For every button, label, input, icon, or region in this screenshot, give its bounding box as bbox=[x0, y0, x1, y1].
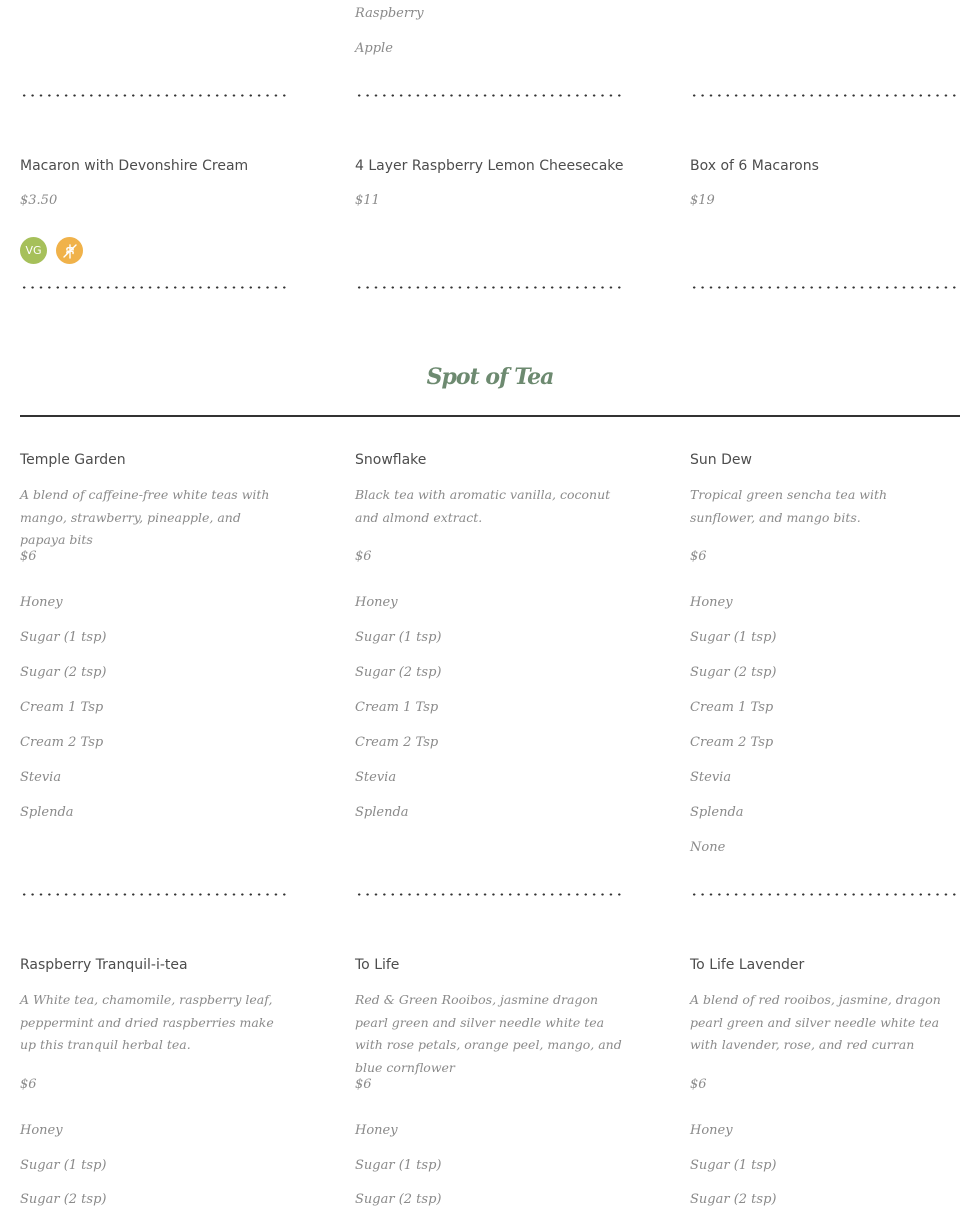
option-sugar-2[interactable]: Sugar (2 tsp) bbox=[355, 665, 442, 680]
tea-description: A White tea, chamomile, raspberry leaf, peppermint and dried raspberries make up this tranquil herbal tea. bbox=[20, 992, 274, 1052]
tea-name-snowflake[interactable]: Snowflake bbox=[355, 452, 427, 468]
tea-price: $6 bbox=[20, 549, 37, 564]
option-stevia[interactable]: Stevia bbox=[690, 770, 732, 785]
option-none[interactable]: None bbox=[690, 840, 726, 855]
option-sugar-2[interactable]: Sugar (2 tsp) bbox=[690, 665, 777, 680]
option-sugar-2[interactable]: Sugar (2 tsp) bbox=[355, 1192, 442, 1207]
item-name-macaron[interactable]: Macaron with Devonshire Cream bbox=[20, 158, 249, 174]
option-honey[interactable]: Honey bbox=[20, 595, 63, 610]
option-honey[interactable]: Honey bbox=[20, 1123, 63, 1138]
tea-description: Tropical green sencha tea with sunflower, and mango bits. bbox=[690, 487, 888, 525]
option-sugar-2[interactable]: Sugar (2 tsp) bbox=[20, 665, 107, 680]
tea-name-raspberry-tranquil[interactable]: Raspberry Tranquil-i-tea bbox=[20, 957, 188, 973]
dotted-divider bbox=[20, 94, 290, 97]
section-rule bbox=[20, 415, 960, 417]
tea-description: A blend of red rooibos, jasmine, dragon pearl green and silver needle white tea with lavender, rose, and red curran bbox=[690, 992, 941, 1052]
option-splenda[interactable]: Splenda bbox=[355, 805, 409, 820]
tea-price: $6 bbox=[690, 1077, 707, 1092]
option-stevia[interactable]: Stevia bbox=[355, 770, 397, 785]
option-cream-2[interactable]: Cream 2 Tsp bbox=[690, 735, 774, 750]
dotted-divider bbox=[690, 94, 960, 97]
item-price: $19 bbox=[690, 193, 715, 208]
dotted-divider bbox=[355, 94, 625, 97]
dotted-divider bbox=[690, 286, 960, 289]
dotted-divider bbox=[20, 286, 290, 289]
option-sugar-1[interactable]: Sugar (1 tsp) bbox=[20, 630, 107, 645]
tea-price: $6 bbox=[20, 1077, 37, 1092]
tea-price: $6 bbox=[355, 549, 372, 564]
tea-description: Red & Green Rooibos, jasmine dragon pearl green and silver needle white tea with rose petals, orange peel, mango, and blue cornflower bbox=[355, 992, 622, 1075]
option-sugar-1[interactable]: Sugar (1 tsp) bbox=[690, 1158, 777, 1173]
section-title: Spot of Tea bbox=[426, 364, 554, 390]
tea-name-to-life[interactable]: To Life bbox=[355, 957, 400, 973]
dotted-divider bbox=[355, 286, 625, 289]
option-stevia[interactable]: Stevia bbox=[20, 770, 62, 785]
option-honey[interactable]: Honey bbox=[690, 1123, 733, 1138]
dotted-divider bbox=[355, 893, 625, 896]
option-honey[interactable]: Honey bbox=[690, 595, 733, 610]
item-price: $11 bbox=[355, 193, 380, 208]
option-splenda[interactable]: Splenda bbox=[690, 805, 744, 820]
option-cream-2[interactable]: Cream 2 Tsp bbox=[20, 735, 104, 750]
item-price: $3.50 bbox=[20, 193, 58, 208]
option-sugar-2[interactable]: Sugar (2 tsp) bbox=[20, 1192, 107, 1207]
option-cream-1[interactable]: Cream 1 Tsp bbox=[690, 700, 774, 715]
option-sugar-2[interactable]: Sugar (2 tsp) bbox=[690, 1192, 777, 1207]
tea-name-sun-dew[interactable]: Sun Dew bbox=[690, 452, 752, 468]
option-splenda[interactable]: Splenda bbox=[20, 805, 74, 820]
item-name-macaron-box[interactable]: Box of 6 Macarons bbox=[690, 158, 819, 174]
tea-price: $6 bbox=[355, 1077, 372, 1092]
vegan-badge-icon: VG bbox=[20, 237, 47, 264]
tea-name-temple-garden[interactable]: Temple Garden bbox=[20, 452, 126, 468]
tea-description: A blend of caffeine-free white teas with mango, strawberry, pineapple, and papaya bits bbox=[20, 487, 270, 547]
item-name-cheesecake[interactable]: 4 Layer Raspberry Lemon Cheesecake bbox=[355, 158, 624, 174]
option-cream-2[interactable]: Cream 2 Tsp bbox=[355, 735, 439, 750]
tea-description: Black tea with aromatic vanilla, coconut and almond extract. bbox=[355, 487, 611, 525]
tea-price: $6 bbox=[690, 549, 707, 564]
option-apple[interactable]: Apple bbox=[355, 41, 393, 56]
option-sugar-1[interactable]: Sugar (1 tsp) bbox=[355, 1158, 442, 1173]
gluten-free-wheat-icon bbox=[56, 237, 83, 264]
option-cream-1[interactable]: Cream 1 Tsp bbox=[355, 700, 439, 715]
dotted-divider bbox=[20, 893, 290, 896]
option-sugar-1[interactable]: Sugar (1 tsp) bbox=[355, 630, 442, 645]
option-cream-1[interactable]: Cream 1 Tsp bbox=[20, 700, 104, 715]
option-honey[interactable]: Honey bbox=[355, 1123, 398, 1138]
dotted-divider bbox=[690, 893, 960, 896]
option-sugar-1[interactable]: Sugar (1 tsp) bbox=[20, 1158, 107, 1173]
tea-name-to-life-lavender[interactable]: To Life Lavender bbox=[690, 957, 805, 973]
option-honey[interactable]: Honey bbox=[355, 595, 398, 610]
option-sugar-1[interactable]: Sugar (1 tsp) bbox=[690, 630, 777, 645]
option-raspberry[interactable]: Raspberry bbox=[355, 6, 424, 21]
